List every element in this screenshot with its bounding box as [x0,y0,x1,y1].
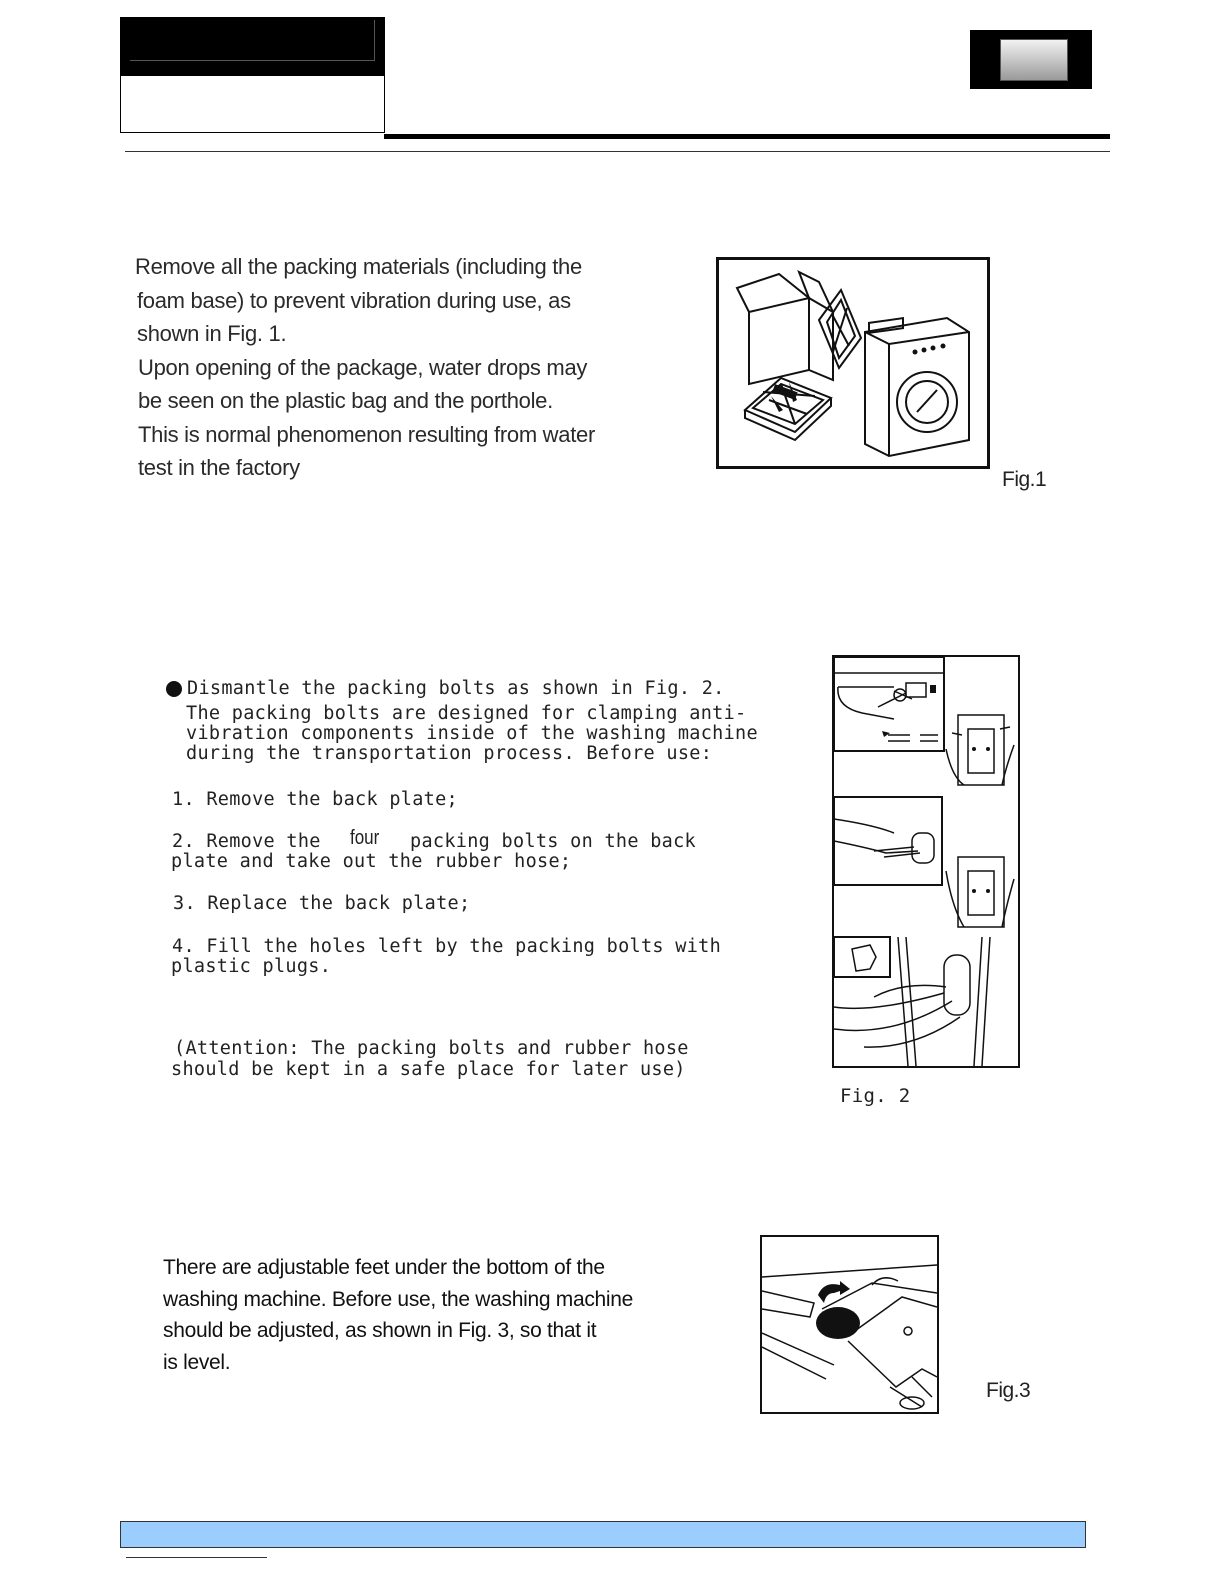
leveling-line: washing machine. Before use, the washing machine [163,1287,634,1311]
attention-note-continued: should be kept in a safe place for later use) [171,1059,686,1080]
step-2-continued: plate and take out the rubber hose; [171,851,572,872]
figure-2-label: Fig. 2 [840,1085,911,1107]
header-black-band [121,18,384,76]
unpacking-instructions [135,250,595,485]
footer-bar [120,1521,1086,1548]
figure-2-packing-bolts [832,655,1020,1068]
step-3: 3. Replace the back plate; [173,893,471,914]
attention-note: (Attention: The packing bolts and rubber hose [174,1038,689,1059]
figure-3-illustration [762,1237,937,1412]
bolt-intro-line: during the transportation process. Before use: [186,743,713,764]
bolt-intro-line: The packing bolts are designed for clamping anti- [186,703,747,724]
unpacking-line: foam base) to prevent vibration during use, as [137,287,571,313]
header-rule-thick [384,134,1110,139]
step-4-continued: plastic plugs. [171,956,332,977]
unpacking-line: This is normal phenomenon resulting from water [138,421,595,447]
header-band-shadow [130,60,375,61]
leveling-line: There are adjustable feet under the bottom of the [163,1256,605,1279]
leveling-line: should be adjusted, as shown in Fig. 3, so that it [163,1319,597,1342]
step-2-end: packing bolts on the back [410,831,696,852]
figure-3-label: Fig.3 [986,1379,1031,1402]
unpacking-line: Remove all the packing materials (including the [135,254,582,279]
unpacking-line: Upon opening of the package, water drops may [138,354,588,380]
brand-logo-plate [1000,39,1068,81]
leveling-instructions [163,1252,633,1378]
step-2-start: 2. Remove the [172,831,321,852]
footer-rule [126,1557,267,1558]
figure-3-adjustable-feet [760,1235,939,1414]
bullet-icon [166,681,182,697]
figure-2-illustration [834,657,1018,1066]
figure-1-illustration [719,260,987,466]
header-band-shadow-vertical [374,20,375,60]
step-1: 1. Remove the back plate; [172,789,458,810]
unpacking-line: shown in Fig. 1. [137,321,287,346]
bolt-intro-line: Dismantle the packing bolts as shown in Fig. 2. [187,678,725,699]
unpacking-line: be seen on the plastic bag and the porthole. [138,388,553,413]
bolt-intro-line: vibration components inside of the washing machine [186,723,758,744]
header-rule-thin [125,151,1110,152]
leveling-line: is level. [163,1350,231,1374]
step-4: 4. Fill the holes left by the packing bolts with [172,936,722,957]
step-2-count: four [350,827,380,849]
figure-1-label: Fig.1 [1002,468,1047,491]
figure-1-unpacking [716,257,990,469]
unpacking-line: test in the factory [138,455,300,480]
